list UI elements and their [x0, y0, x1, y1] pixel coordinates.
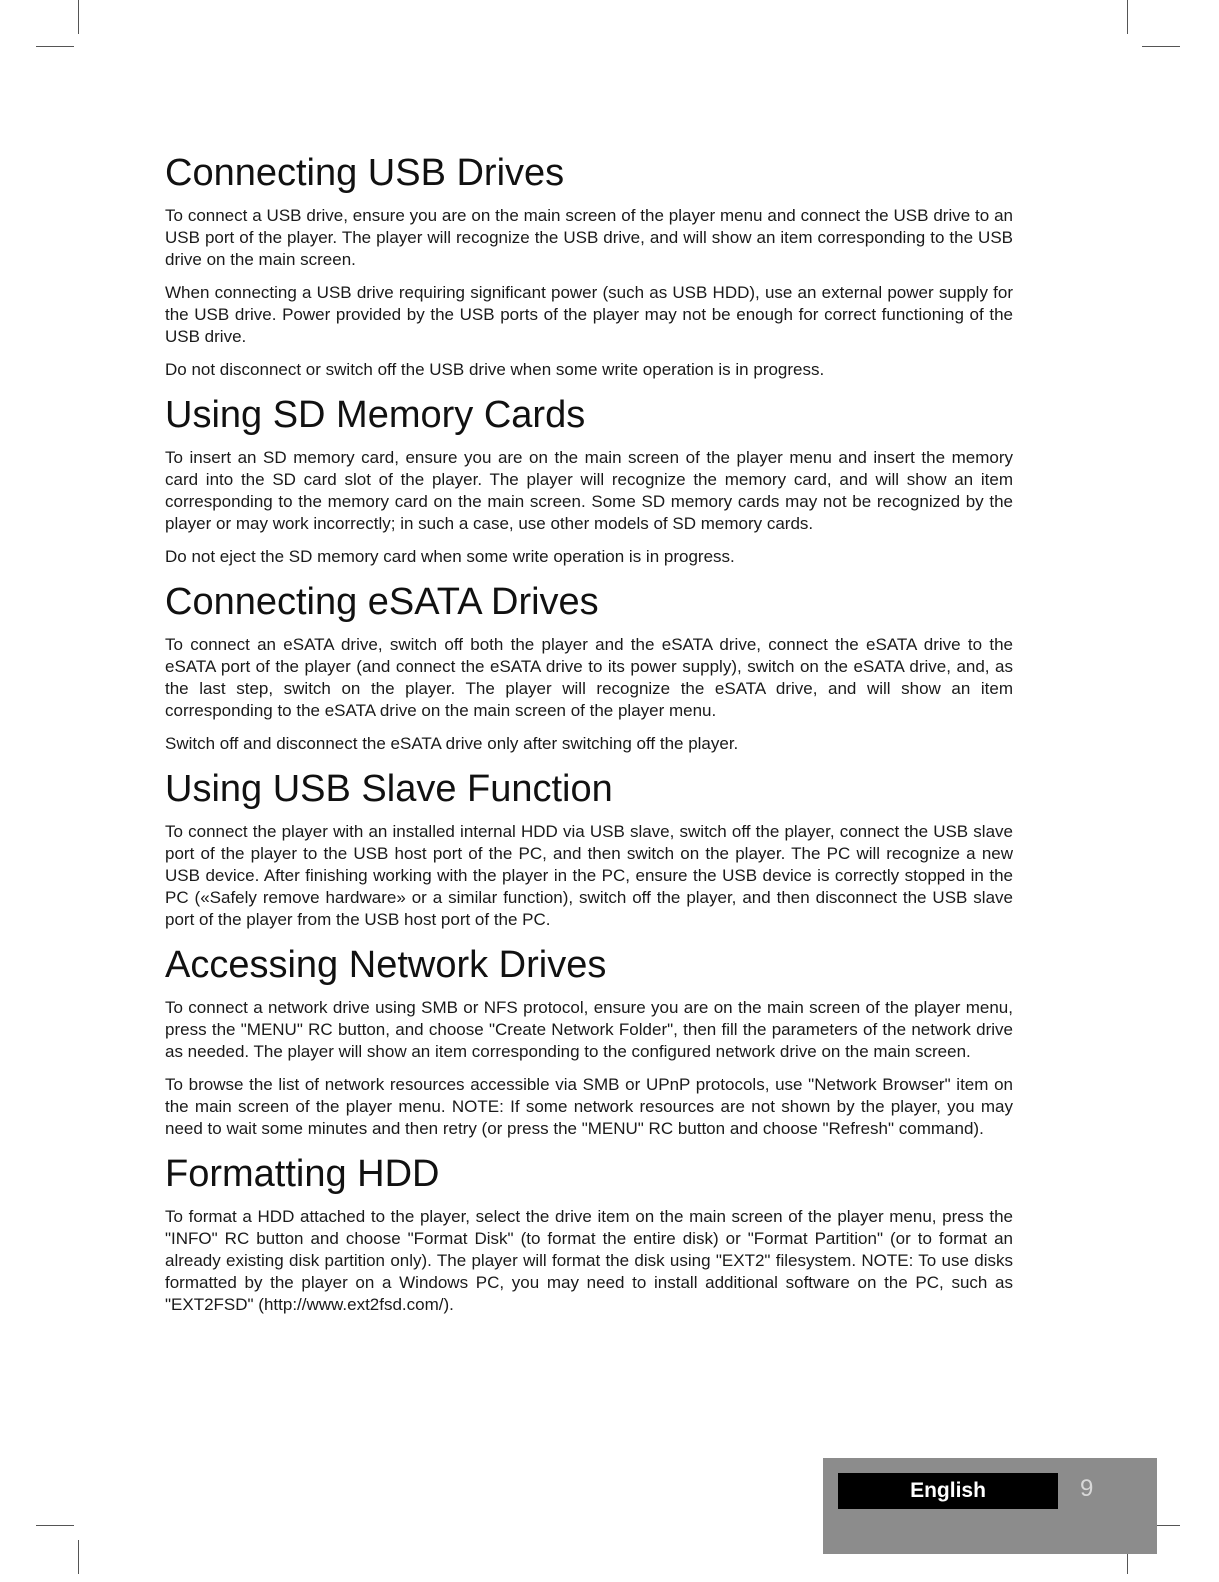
- paragraph: Do not disconnect or switch off the USB drive when some write operation is in progress.: [165, 360, 825, 379]
- paragraph: Do not eject the SD memory card when some write operation is in progress.: [165, 547, 735, 566]
- crop-mark-top-left-horizontal: [36, 46, 74, 47]
- crop-mark-bottom-left-horizontal: [36, 1525, 74, 1526]
- page-content: [165, 150, 1013, 1327]
- paragraph: Switch off and disconnect the eSATA drive only after switching off the player.: [165, 734, 739, 753]
- paragraph: To connect a USB drive, ensure you are on the main screen of the player menu and connect the USB drive to an USB port of the player. The player will recognize the USB drive, and will show an item corresponding to the USB drive on the main screen.: [165, 206, 1013, 269]
- section-using-sd-memory-cards: [165, 392, 1013, 568]
- section-using-usb-slave-function: [165, 766, 1013, 931]
- language-label: English: [838, 1473, 1058, 1509]
- section-connecting-esata-drives: [165, 579, 1013, 755]
- page-number: 9: [1080, 1475, 1094, 1502]
- section-accessing-network-drives: [165, 942, 1013, 1140]
- paragraph: To connect an eSATA drive, switch off both the player and the eSATA drive, connect the eSATA drive to the eSATA port of the player (and connect the eSATA drive to its power supply), switch on the eSATA drive, and, as the last step, switch on the player. The player will recognize the eSATA drive, and will show an item corresponding to the eSATA drive on the main screen of the player menu.: [165, 635, 1013, 720]
- crop-mark-top-left-vertical: [78, 0, 79, 34]
- paragraph: To format a HDD attached to the player, select the drive item on the main screen of the player menu, press the "INFO" RC button and choose "Format Disk" (to format the entire disk) or "Format Partition" (or to format an already existing disk partition only). The player will format the disk using "EXT2" filesystem. NOTE: To use disks formatted by the player on a Windows PC, you may need to install additional software on the PC, such as "EXT2FSD" (http://www.ext2fsd.com/).: [165, 1207, 1013, 1314]
- section-connecting-usb-drives: [165, 150, 1013, 381]
- section-title: Using USB Slave Function: [165, 768, 613, 810]
- paragraph: To insert an SD memory card, ensure you are on the main screen of the player menu and insert the memory card into the SD card slot of the player. The player will recognize the memory card, and will show an item corresponding to the memory card on the main screen. Some SD memory cards may not be recognized by the player or may work incorrectly; in such a case, use other models of SD memory cards.: [165, 448, 1013, 533]
- paragraph: When connecting a USB drive requiring significant power (such as USB HDD), use an external power supply for the USB drive. Power provided by the USB ports of the player may not be enough for correct functioning of the USB drive.: [165, 283, 1013, 346]
- section-title: Using SD Memory Cards: [165, 394, 586, 436]
- section-formatting-hdd: [165, 1151, 1013, 1316]
- crop-mark-top-right-vertical: [1127, 0, 1128, 34]
- paragraph: To connect a network drive using SMB or NFS protocol, ensure you are on the main screen of the player menu, press the "MENU" RC button, and choose "Create Network Folder", then fill the parameters of the network drive as needed. The player will show an item corresponding to the configured network drive on the main screen.: [165, 998, 1013, 1061]
- section-title: Connecting eSATA Drives: [165, 581, 599, 623]
- section-title: Connecting USB Drives: [165, 152, 565, 194]
- crop-mark-top-right-horizontal: [1142, 46, 1180, 47]
- section-title: Formatting HDD: [165, 1153, 440, 1195]
- paragraph: To browse the list of network resources accessible via SMB or UPnP protocols, use "Network Browser" item on the main screen of the player menu. NOTE: If some network resources are not shown by the player, you may need to wait some minutes and then retry (or press the "MENU" RC button and choose "Refresh" command).: [165, 1075, 1013, 1138]
- paragraph: To connect the player with an installed internal HDD via USB slave, switch off the player, connect the USB slave port of the player to the USB host port of the PC, and then switch on the player. The PC will recognize a new USB device. After finishing working with the player in the PC, ensure the USB device is correctly stopped in the PC («Safely remove hardware» or a similar function), switch off the player, and then disconnect the USB slave port of the player from the USB host port of the PC.: [165, 822, 1013, 929]
- crop-mark-bottom-left-vertical: [78, 1540, 79, 1574]
- section-title: Accessing Network Drives: [165, 944, 607, 986]
